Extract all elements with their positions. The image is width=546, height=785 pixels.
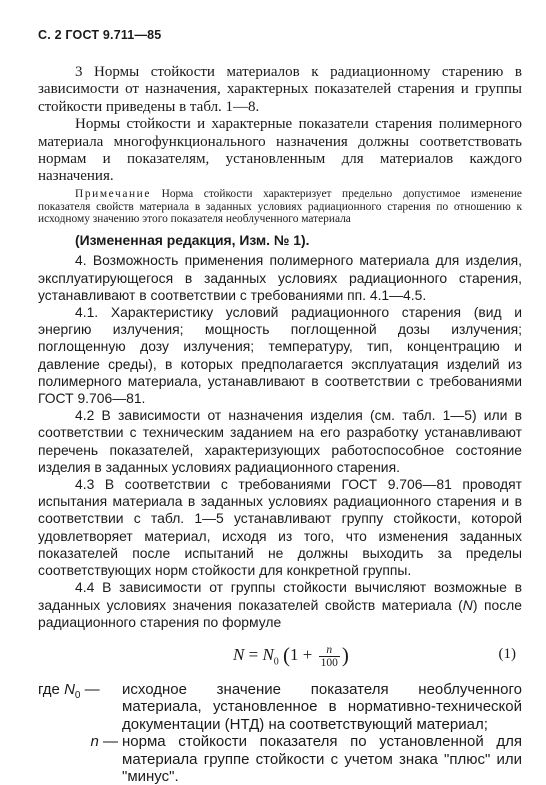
frac-numerator: n — [319, 644, 340, 657]
definition-item — [38, 681, 522, 733]
p44-pre: 4.4 В зависимости от группы стойкости вычисляют возможные в заданных условиях значения показателей свойств материала ( — [38, 579, 522, 613]
page-header: С. 2 ГОСТ 9.711—85 — [38, 28, 162, 42]
definition-text: исходное значение показателя необлученного материала, установленное в нормативно-технической документации (НТД) на соответствующий материал; — [122, 680, 522, 733]
formula-n0: N — [262, 644, 274, 664]
definition-item — [38, 733, 522, 785]
paragraph-4-2: 4.2 В зависимости от назначения изделия (см. табл. 1—5) или в соответствии с техническим заданием на его разработку устанавливают перечень показателей, характеризующих работоспособное состояние изделия в заданных условиях радиационного старения. — [38, 407, 522, 475]
formula-row — [38, 637, 522, 677]
definition-term — [38, 681, 122, 733]
def-prefix: где — [38, 680, 65, 698]
paragraph-3: 3 Нормы стойкости материалов к радиационному старению в зависимости от назначения, характерных показателей старения и группы стойкости приведены в табл. 1—8. — [38, 64, 522, 115]
paragraph-4-1: 4.1. Характеристику условий радиационного старения (вид и энергию излучения; мощность поглощенной дозы излучения; поглощенную дозу излучения; температуру, тип, концентрацию и давление среды), в которых предполагается эксплуатация изделий из полимерного материала, устанавливают в соответствии с требованиями ГОСТ 9.706—81. — [38, 304, 522, 407]
formula-lparen: ( — [283, 642, 291, 667]
def-symbol: N — [64, 680, 75, 698]
formula-lhs: N — [233, 644, 245, 664]
paragraph-4: 4. Возможность применения полимерного материала для изделия, эксплуатирующегося в заданных условиях радиационного старения, устанавливают в соответствии с требованиями пп. 4.1—4.5. — [38, 252, 522, 303]
paragraph-4-4 — [38, 579, 522, 631]
formula — [233, 643, 349, 669]
formula-n0-sub: 0 — [273, 656, 279, 668]
note-label: Примечание — [75, 187, 152, 200]
document-body — [38, 64, 522, 785]
paragraph-4-3: 4.3 В соответствии с требованиями ГОСТ 9.706—81 проводят испытания материала в заданных условиях радиационного старения и в соответствии с табл. 1—5 устанавливают группу стойкости, которой удовлетворяет материал, исходя из того, что изменения заданных показателей после испытаний не должны выходить за пределы соответствующих норм стойкости для конкретной группы. — [38, 476, 522, 579]
p44-var: N — [462, 596, 473, 613]
frac-denominator: 100 — [320, 656, 338, 669]
def-sub: 0 — [74, 689, 81, 701]
edition-note: (Измененная редакция, Изм. № 1). — [75, 232, 310, 249]
definition-term — [38, 733, 122, 785]
definitions — [38, 681, 522, 785]
def-symbol: n — [90, 733, 99, 751]
def-dash: — — [98, 733, 118, 751]
definition-text: норма стойкости показателя по установленной для материала группе стойкости с учетом знака "плюс" или "минус". — [122, 733, 522, 785]
p44-post: ) после радиационного старения по формуле — [38, 596, 522, 630]
note — [38, 188, 522, 226]
note-text: Норма стойкости характеризует предельно допустимое изменение показателя свойств материала в заданных условиях радиационного старения по отношению к исходному значению этого показателя необлученного материала — [38, 187, 522, 226]
formula-fraction — [319, 644, 340, 669]
equation-number: (1) — [498, 645, 516, 662]
def-dash: — — [80, 680, 100, 698]
formula-rparen: ) — [341, 642, 349, 667]
formula-eq: = — [248, 644, 259, 664]
formula-one-plus: 1 + — [290, 644, 313, 664]
paragraph-norms: Нормы стойкости и характерные показатели старения полимерного материала многофункционального назначения должны соответствовать нормам и показателям, установленным для материалов каждого назначения. — [38, 116, 522, 185]
